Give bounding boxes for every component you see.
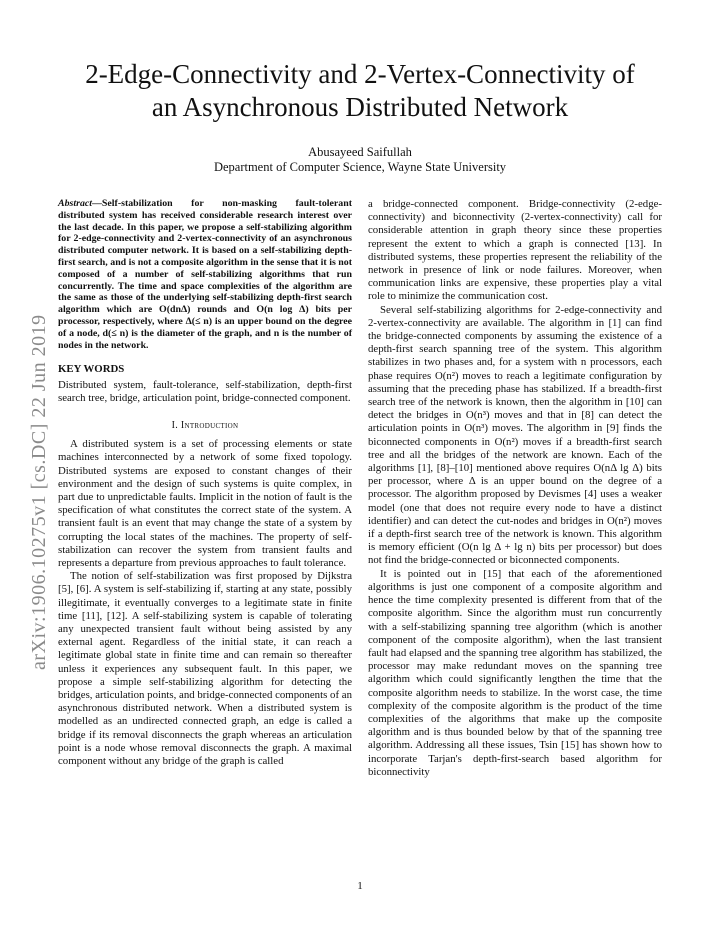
title-line-2: an Asynchronous Distributed Network bbox=[151, 92, 569, 122]
keywords-text: Distributed system, fault-tolerance, self-stabilization, depth-first search tree, bridge, articulation point, bridge-connected component. bbox=[58, 378, 352, 404]
right-paragraph-1: a bridge-connected component. Bridge-connectivity (2-edge-connectivity) and biconnectivity (2-vertex-connectivity) call for considerable attention in graph theory since these properties represent the extent to which a graph is connected [13]. In distributed systems, these properties represent the reliability of the network in presence of link or node failures. Moreover, when communication links are expensive, these properties play a vital role to minimize the communication cost. bbox=[368, 198, 662, 303]
right-column bbox=[368, 198, 662, 779]
intro-paragraph-2: The notion of self-stabilization was first proposed by Dijkstra [5], [6]. A system is self-stabilizing if, starting at any state, possibly illegitimate, it eventually converges to a legitimate state in finite time [11], [12]. A self-stabilizing system is capable of tolerating any unexpected transient fault without being assisted by any external agent. Regardless of the initial state, it can reach a legitimate global state in finite time and can remain so thereafter unless it experiences any subsequent fault. In this paper, we propose a simple self-stabilizing algorithm for detecting the bridges, articulation points, and bridge-connected components of an asynchronous distributed network. When a distributed system is modelled as an undirected connected graph, an edge is called a bridge if its removal disconnects the graph whereas an articulation point is a node whose removal disconnects the graph. A maximal component without any bridge of the graph is called bbox=[58, 570, 352, 768]
author-name: Abusayeed Saifullah bbox=[308, 145, 412, 159]
page-number: 1 bbox=[357, 880, 363, 892]
author-affiliation: Department of Computer Science, Wayne State University bbox=[213, 160, 507, 174]
paper-title bbox=[40, 58, 680, 124]
right-paragraph-2: Several self-stabilizing algorithms for 2-edge-connectivity and 2-vertex-connectivity are available. The algorithm in [1] can find the bridge-connected components by assuming the existence of a depth-first search spanning tree of the system. This algorithm stabilizes in two phases and, for a system with n processors, each phase requires O(n²) moves to reach a legitimate configuration by assuming that the preceding phase has stabilized. If a breadth-first search tree of the network is known, then the algorithm in [10] can detect the bridges in O(n³) moves and that in [8] can detect the articulation points in O(n³) moves. The algorithm in [9] finds the biconnected components in O(n²) moves if a breadth-first search tree and all the bridges of the network are known. Each of the algorithms [1], [8]–[10] mentioned above requires O(nΔ lg Δ) bits per processor, where Δ is an upper bound on the degree of a processor. The algorithm proposed by Devismes [4] uses a weaker model (one that does not require every node to have a distinct identifier) and can detect the cut-nodes and bridges in O(n²) moves if a depth-first search tree of the network is known. This algorithm is memory efficient (O(n lg Δ + lg n) bits per processor) but does not find the bridge-connected or biconnected components. bbox=[368, 303, 662, 567]
arxiv-side-stamp bbox=[4, 240, 52, 670]
right-paragraph-3: It is pointed out in [15] that each of the aforementioned algorithms is just one component of a composite algorithm and hence the time complexity presented is different from that of the composite algorithm. Since the algorithm must run concurrently with a self-stabilizing spanning tree algorithm (which is another component of the composite algorithm), when the last transient fault had elapsed and the spanning tree algorithm has stabilized, the processor may make redundant moves on the spanning tree algorithm which could significantly lengthen the time that the composite algorithm needs to stabilize. In the worst case, the time complexity of the composite algorithm is the product of the time complexities of the algorithms that make up the composite algorithm and is thus bounded below by that of the spanning tree algorithm. Addressing all these issues, Tsin [15] has shown how to incorporate Tarjan's depth-first-search based algorithm for biconnectivity bbox=[368, 567, 662, 778]
title-line-1: 2-Edge-Connectivity and 2-Vertex-Connectivity of bbox=[85, 59, 635, 89]
left-column bbox=[58, 198, 352, 768]
section-heading-introduction: I. Introduction bbox=[171, 419, 239, 431]
abstract bbox=[58, 198, 352, 351]
keywords-heading: KEY WORDS bbox=[58, 363, 125, 376]
abstract-label: Abstract bbox=[58, 198, 93, 209]
abstract-text: —Self-stabilization for non-masking fault-tolerant distributed system has received considerable research interest over the last decade. In this paper, we propose a self-stabilizing algorithm for 2-edge-connectivity and 2-vertex-connectivity of an asynchronous distributed computer network. It is based on a self-stabilizing depth-first search, and is not a composite algorithm in the sense that it is not composed of a number of self-stabilizing algorithms that run concurrently. The time and space complexities of the algorithm are the same as those of the underlying self-stabilizing depth-first search algorithm which are O(dnΔ) rounds and O(n log Δ) bits per processor, respectively, where Δ(≤ n) is an upper bound on the degree of a node, d(≤ n) is the diameter of the graph, and n is the number of nodes in the network. bbox=[58, 198, 352, 351]
intro-paragraph-1: A distributed system is a set of processing elements or state machines interconnected by a network of some fixed topology. Distributed systems are exposed to constant changes of their environment and the design of such systems is quite complex, in part due to unpredictable faults. Implicit in the notion of fault is the specification of what constitutes the correct state of the system. A transient fault is an event that may change the state of a system by corrupting the local states of the machines. The property of self-stabilization can recover the system from transient faults and represents a departure from previous approaches to fault tolerance. bbox=[58, 438, 352, 569]
arxiv-stamp-text: arXiv:1906.10275v1 [cs.DC] 22 Jun 2019 bbox=[28, 314, 50, 670]
author-block bbox=[40, 145, 680, 175]
